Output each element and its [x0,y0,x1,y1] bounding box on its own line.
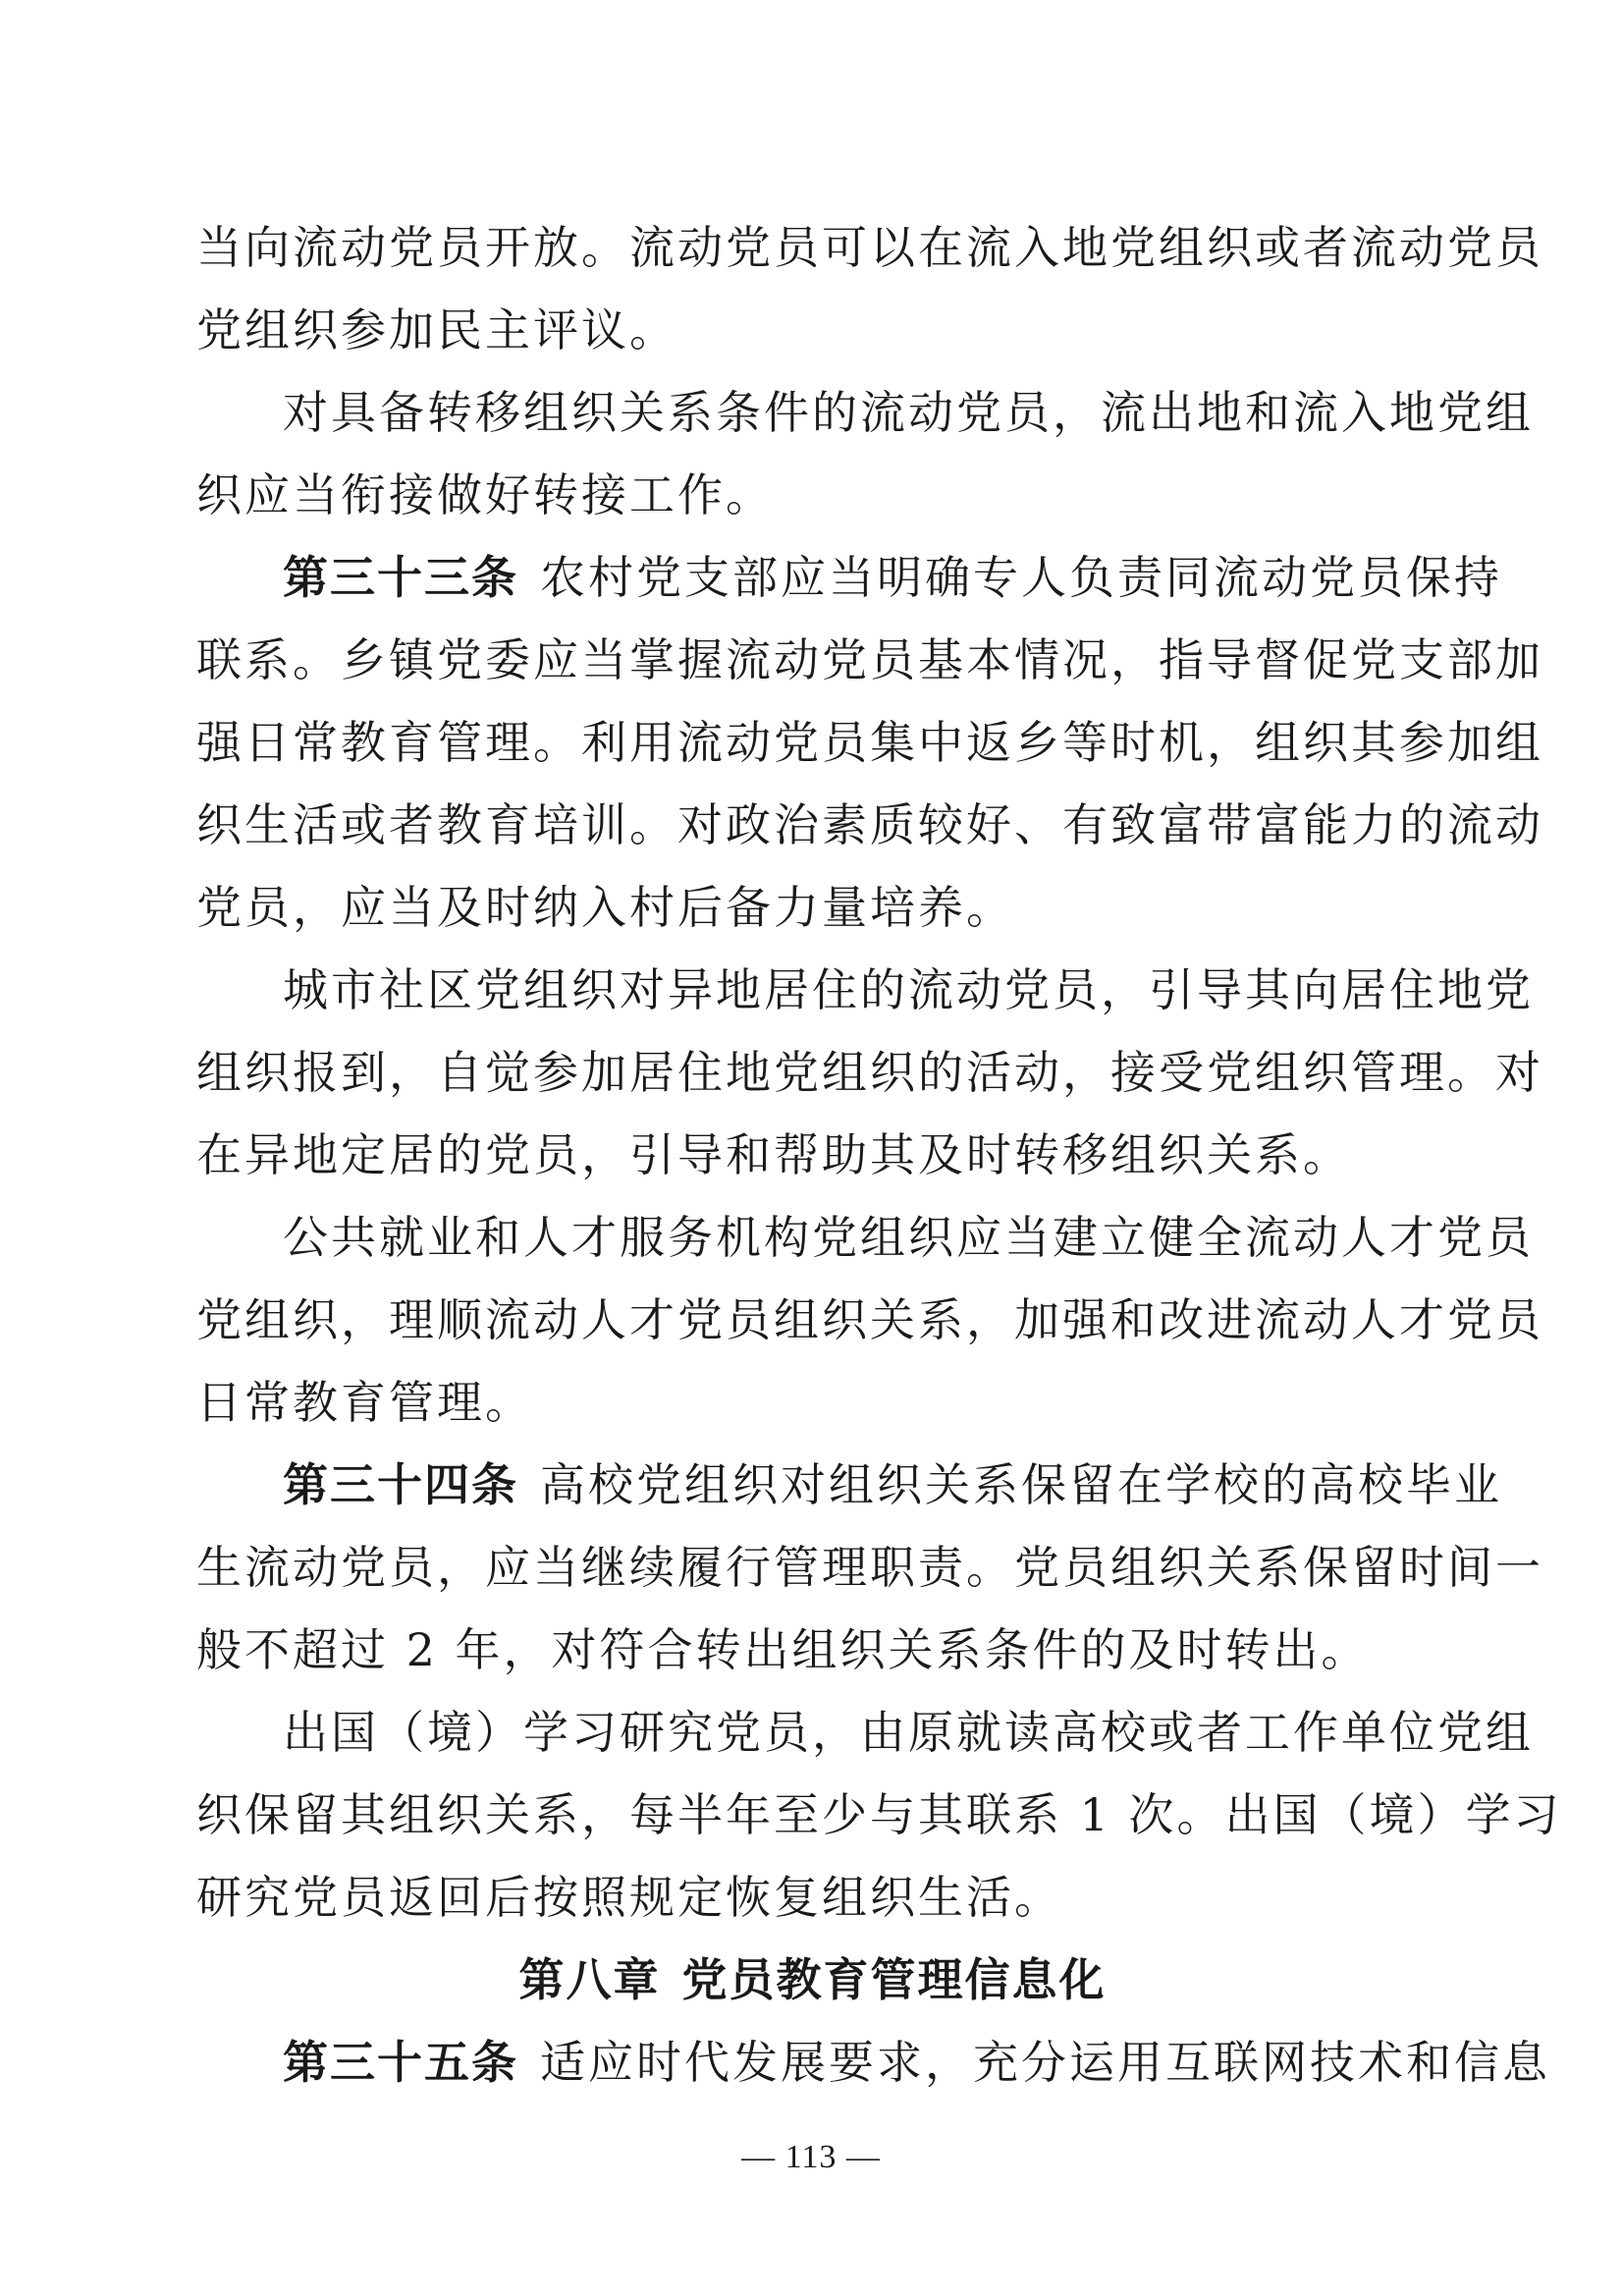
chapter-title: 党员教育管理信息化 [681,1953,1107,2006]
document-page [196,206,1562,2104]
article-33-text: 农村党支部应当明确专人负责同流动党员保持 [540,551,1502,604]
page-number: — 113 — [741,2139,881,2175]
article-33-heading: 第三十三条 [283,551,518,604]
body-line: 日常教育管理。 [196,1376,533,1429]
body-line: 出国（境）学习研究党员，由原就读高校或者工作单位党组 [283,1706,1534,1759]
article-34-heading: 第三十四条 [283,1458,518,1511]
chapter-number: 第八章 [518,1953,661,2006]
body-line: 织保留其组织关系，每半年至少与其联系 1 次。出国（境）学习 [196,1788,1562,1841]
body-line: 在异地定居的党员，引导和帮助其及时转移组织关系。 [196,1128,1351,1181]
chapter-heading [196,1939,1429,2021]
article-35-first-line [196,2021,1550,2104]
article-33-first-line [196,536,1502,619]
body-line: 城市社区党组织对异地居住的流动党员，引导其向居住地党 [283,963,1534,1016]
body-line: 党组织，理顺流动人才党员组织关系，加强和改进流动人才党员 [196,1293,1543,1346]
body-line: 当向流动党员开放。流动党员可以在流入地党组织或者流动党员 [196,221,1543,274]
body-line: 般不超过 2 年，对符合转出组织关系条件的及时转出。 [196,1623,1370,1676]
body-line: 织应当衔接做好转接工作。 [196,468,774,521]
body-line: 对具备转移组织关系条件的流动党员，流出地和流入地党组 [283,386,1534,439]
body-line: 强日常教育管理。利用流动党员集中返乡等时机，组织其参加组 [196,716,1543,769]
article-35-text: 适应时代发展要求，充分运用互联网技术和信息 [540,2036,1550,2089]
body-line: 生流动党员，应当继续履行管理职责。党员组织关系保留时间一 [196,1541,1543,1594]
body-line: 党组织参加民主评议。 [196,303,677,356]
body-line: 研究党员返回后按照规定恢复组织生活。 [196,1871,1062,1924]
article-34-text: 高校党组织对组织关系保留在学校的高校毕业 [540,1458,1502,1511]
body-line: 组织报到，自觉参加居住地党组织的活动，接受党组织管理。对 [196,1046,1543,1099]
body-line: 党员，应当及时纳入村后备力量培养。 [196,881,1014,934]
body-line: 织生活或者教育培训。对政治素质较好、有致富带富能力的流动 [196,798,1543,851]
article-34-first-line [196,1444,1502,1526]
body-line: 联系。乡镇党委应当掌握流动党员基本情况，指导督促党支部加 [196,633,1543,686]
article-35-heading: 第三十五条 [283,2036,518,2089]
body-line: 公共就业和人才服务机构党组织应当建立健全流动人才党员 [283,1211,1534,1264]
